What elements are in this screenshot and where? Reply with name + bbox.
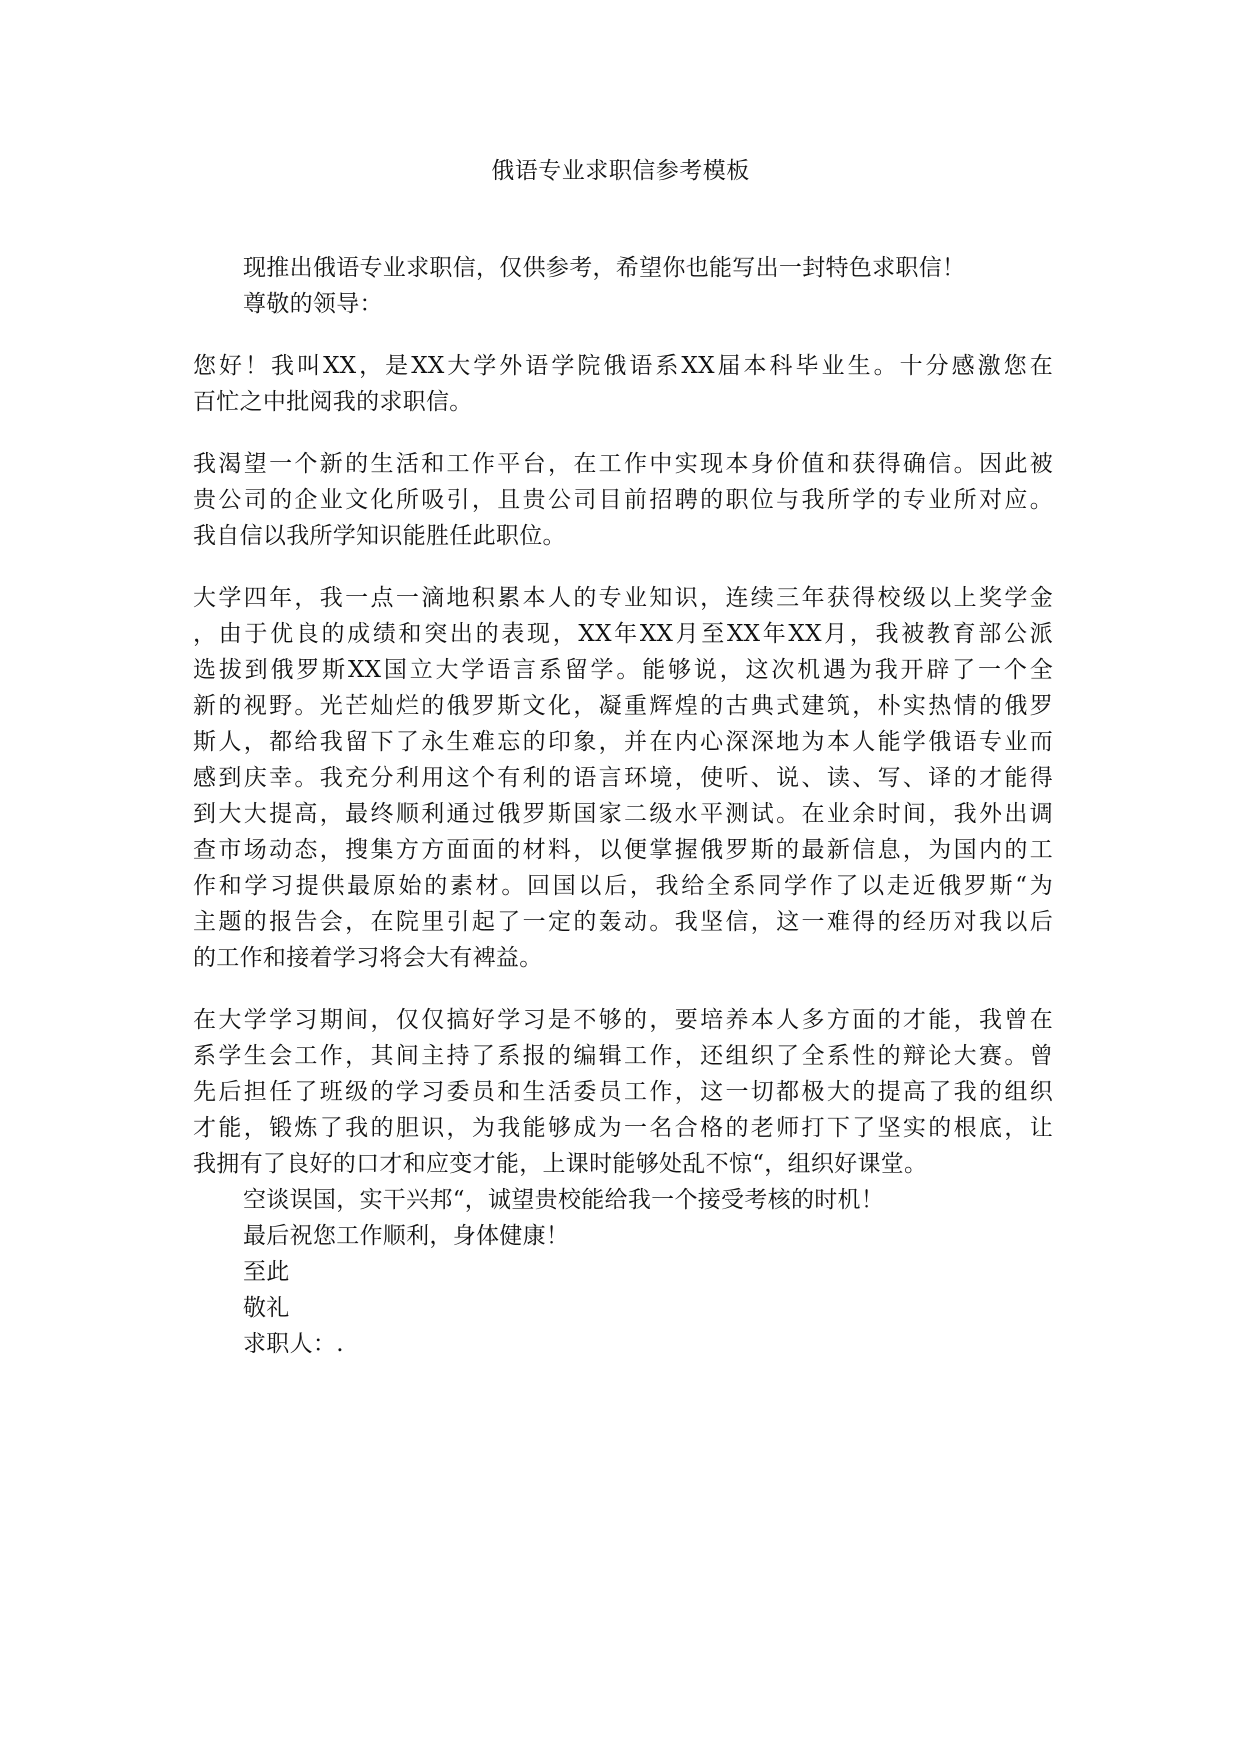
paragraph-3-line-6: 感到庆幸。我充分利用这个有利的语言环境，使听、说、读、写、译的才能得 [193, 765, 1053, 791]
paragraph-3-line-2: ，由于优良的成绩和突出的表现，XX年XX月至XX年XX月，我被教育部公派 [193, 621, 1053, 647]
closing-line-4: 敬礼 [243, 1295, 290, 1321]
closing-line-1: 空谈误国，实干兴邦“，诚望贵校能给我一个接受考核的时机！ [243, 1187, 885, 1213]
paragraph-3-line-10: 主题的报告会，在院里引起了一定的轰动。我坚信，这一难得的经历对我以后 [193, 909, 1053, 935]
document-title: 俄语专业求职信参考模板 [491, 158, 750, 184]
paragraph-3-line-9: 作和学习提供最原始的素材。回国以后，我给全系同学作了以走近俄罗斯“为 [193, 873, 1053, 899]
paragraph-2-line-1: 我渴望一个新的生活和工作平台，在工作中实现本身价值和获得确信。因此被 [193, 451, 1053, 477]
paragraph-3-line-8: 查市场动态，搜集方方面面的材料，以便掌握俄罗斯的最新信息，为国内的工 [193, 837, 1053, 863]
paragraph-2-line-2: 贵公司的企业文化所吸引，且贵公司目前招聘的职位与我所学的专业所对应。 [193, 487, 1053, 513]
paragraph-1-line-2: 百忙之中批阅我的求职信。 [193, 389, 473, 415]
intro-line: 现推出俄语专业求职信，仅供参考，希望你也能写出一封特色求职信！ [243, 255, 966, 281]
paragraph-3-line-1: 大学四年，我一点一滴地积累本人的专业知识，连续三年获得校级以上奖学金 [193, 585, 1053, 611]
signature-line: 求职人：. [243, 1331, 344, 1357]
closing-line-3: 至此 [243, 1259, 290, 1285]
closing-line-2: 最后祝您工作顺利，身体健康！ [243, 1223, 570, 1249]
paragraph-4-line-1: 在大学学习期间，仅仅搞好学习是不够的，要培养本人多方面的才能，我曾在 [193, 1007, 1053, 1033]
paragraph-3-line-4: 新的视野。光芒灿烂的俄罗斯文化，凝重辉煌的古典式建筑，朴实热情的俄罗 [193, 693, 1053, 719]
paragraph-3-line-7: 到大大提高，最终顺利通过俄罗斯国家二级水平测试。在业余时间，我外出调 [193, 801, 1053, 827]
paragraph-1-line-1: 您好！我叫XX，是XX大学外语学院俄语系XX届本科毕业生。十分感激您在 [193, 353, 1053, 379]
salutation: 尊敬的领导： [243, 291, 383, 317]
paragraph-3-line-11: 的工作和接着学习将会大有裨益。 [193, 945, 543, 971]
paragraph-3-line-5: 斯人，都给我留下了永生难忘的印象，并在内心深深地为本人能学俄语专业而 [193, 729, 1053, 755]
paragraph-4-line-3: 先后担任了班级的学习委员和生活委员工作，这一切都极大的提高了我的组织 [193, 1079, 1053, 1105]
paragraph-4-line-4: 才能，锻炼了我的胆识，为我能够成为一名合格的老师打下了坚实的根底，让 [193, 1115, 1053, 1141]
paragraph-4-line-2: 系学生会工作，其间主持了系报的编辑工作，还组织了全系性的辩论大赛。曾 [193, 1043, 1053, 1069]
paragraph-2-line-3: 我自信以我所学知识能胜任此职位。 [193, 523, 566, 549]
paragraph-3-line-3: 选拔到俄罗斯XX国立大学语言系留学。能够说，这次机遇为我开辟了一个全 [193, 657, 1053, 683]
paragraph-4-line-5: 我拥有了良好的口才和应变才能，上课时能够处乱不惊“，组织好课堂。 [193, 1151, 928, 1177]
